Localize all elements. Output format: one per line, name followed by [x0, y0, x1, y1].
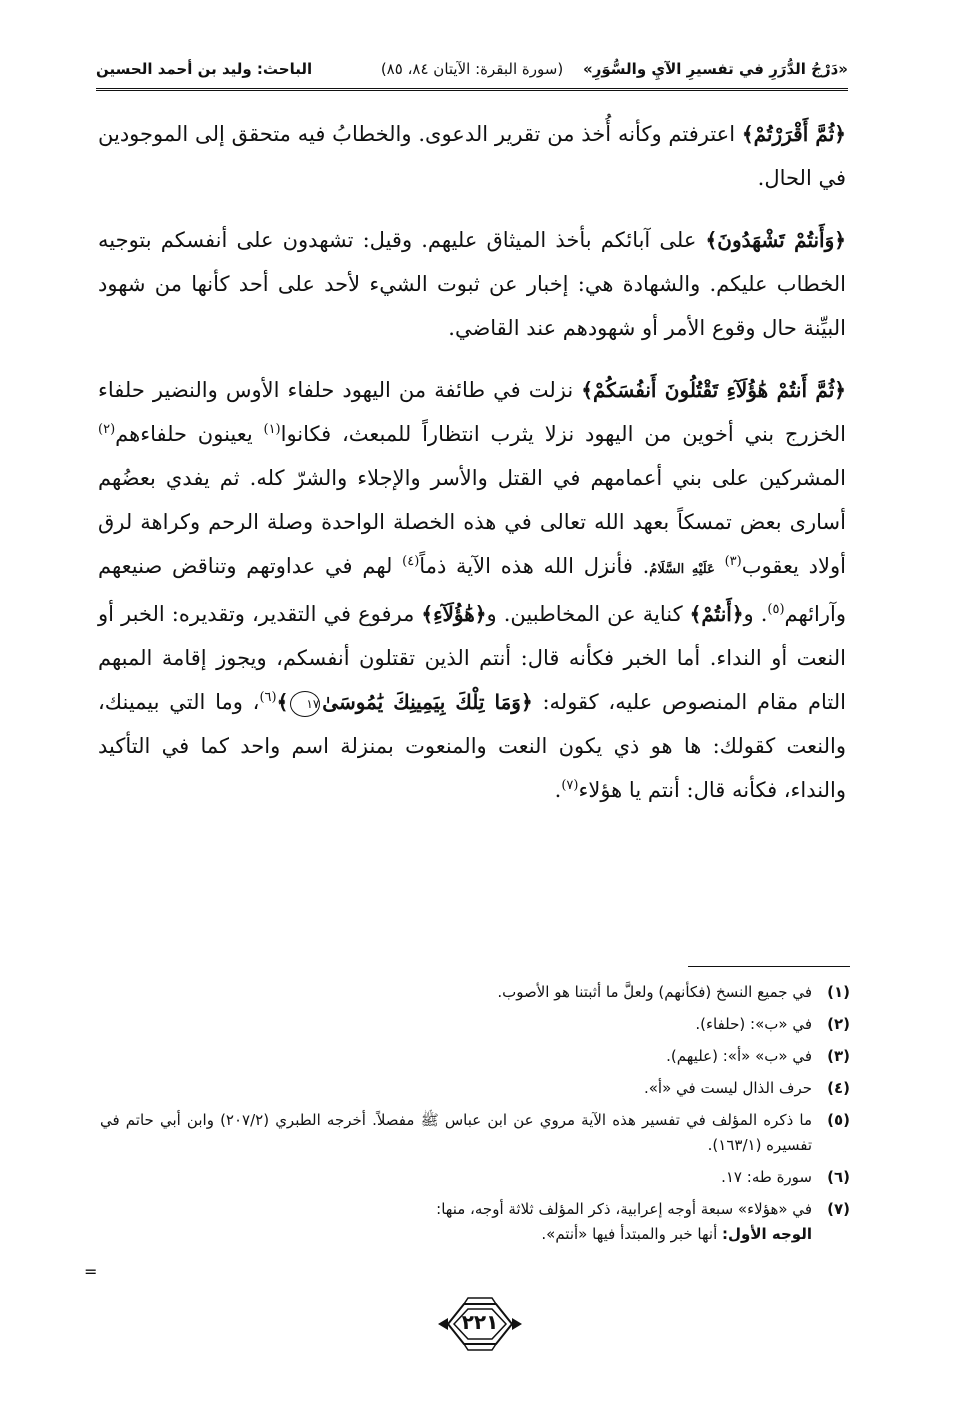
footnote-ref-4[interactable]: (٤): [402, 554, 420, 569]
paragraph-text: على آبائكم بأخذ الميثاق عليهم. وقيل: تشهدون على أنفسكم بتوجيه الخطاب عليكم. والشهادة هي: إخبار عن ثبوت الشيء لأحد على أحد كأنها من شهود البيِّنة حال وقوع الأمر أو شهودهم عند القاضي.: [98, 228, 846, 340]
footnote-ref-7[interactable]: (٧): [561, 778, 579, 793]
paragraph-text: . و: [743, 602, 768, 626]
paragraph-1: [98, 112, 846, 200]
footnote-text: حرف الذال ليست في «أ».: [643, 1079, 812, 1097]
footnote-6: [100, 1165, 850, 1190]
paragraph-text: مرفوع في التقدير، وتقديره: الخبر أو النعت أو النداء. أما الخبر فكأنه قال: أنتم الذين تقتلون أنفسكم، ويجوز إقامة المبهم التام مقام المنصوص عليه، كقوله:: [98, 602, 847, 714]
header-rule: [96, 88, 848, 91]
footnote-number: (٢): [827, 1015, 850, 1033]
paragraph-text: نزلت في طائفة من اليهود حلفاء الأوس والنضير حلفاء الخزرج بني أخوين من اليهود نزلا يثرب انتظاراً للمبعث، فكانوا: [98, 378, 846, 446]
quran-quote: ﴿وَأَنتُمْ تَشْهَدُونَ﴾: [705, 228, 846, 252]
footnote-text-block: [100, 1197, 812, 1247]
quran-quote-end: ﴾: [276, 690, 289, 714]
page-number: ٢٢١: [461, 1310, 499, 1334]
researcher-name: الباحث: وليد بن أحمد الحسين: [96, 60, 313, 78]
footnote-number: (٧): [827, 1200, 850, 1218]
footnote-4: [100, 1076, 850, 1101]
footnote-separator: [688, 966, 850, 967]
paragraph-2: [98, 218, 846, 350]
paragraph-text: . فأنزل الله هذه الآية ذماً: [419, 554, 650, 578]
footnote-ref-5[interactable]: (٥): [767, 602, 785, 617]
quran-quote: ﴿هَٰؤُلَآءِ﴾: [421, 602, 487, 626]
quran-quote: ﴿أَنتُمْ﴾: [689, 602, 744, 626]
paragraph-3: [98, 368, 846, 812]
paragraph-text: كناية عن المخاطبين. و: [486, 602, 690, 626]
paragraph-text: اعترفتم وكأنه أُخذ من تقرير الدعوى. والخطابُ فيه متحقق إلى الموجودين في الحال.: [98, 122, 846, 190]
pbuh-glyph: عَلَيْهِ السَّلَامُ: [649, 562, 715, 577]
footnotes: [100, 980, 850, 1254]
footnote-text: سورة طه: ١٧.: [721, 1168, 812, 1186]
footnote-2: [100, 1012, 850, 1037]
main-text: [98, 112, 846, 830]
section-reference: (سورة البقرة: الآيتان ٨٤، ٨٥): [380, 60, 564, 78]
footnote-text: في «هؤلاء» سبعة أوجه إعرابية، ذكر المؤلف ثلاثة أوجه، منها:: [436, 1200, 812, 1218]
footnote-number: (٥): [827, 1111, 850, 1129]
paragraph-text: لهم في عداوتهم وتناقض صنيعهم وآرائهم: [98, 554, 846, 626]
continuation-mark: =: [84, 1262, 98, 1281]
footnote-text: في «ب»: (حلفاء).: [695, 1015, 812, 1033]
ayah-number-marker: ١٧: [290, 691, 320, 717]
quran-quote: ﴿ثُمَّ أَقْرَرْتُمْ﴾: [741, 122, 846, 146]
paragraph-text: المشركين على بني أعمامهم في القتل والأسر والإجلاء والشرّ كله. ثم يفدي بعضُهم أسارى بعض تمسكاً بعهد الله تعالى في هذه الخصلة الواحدة وصلة الرحم وكراهة لرق أولاد يعقوب: [98, 466, 846, 578]
footnote-ref-2[interactable]: (٢): [98, 422, 116, 437]
footnote-text: في جميع النسخ (فكأنهم) ولعلَّ ما أثبتنا هو الأصوب.: [497, 983, 812, 1001]
paragraph-text: .: [554, 778, 562, 802]
footnote-text: في «ب» «أ»: (عليهم).: [666, 1047, 812, 1065]
footnote-subpoint: [100, 1222, 812, 1247]
footnote-7: [100, 1197, 850, 1247]
footnote-number: (٤): [827, 1079, 850, 1097]
footnote-3: [100, 1044, 850, 1069]
footnote-ref-3[interactable]: (٣): [724, 554, 742, 569]
paragraph-text: ، وما التي بيمينك، والنعت كقولك: ها هو ذي يكون النعت والمنعوت بمنزلة اسم واحد كما في التأكيد والنداء، فكأنه قال: أنتم يا هؤلاء: [98, 690, 846, 802]
footnote-number: (١): [827, 983, 850, 1001]
footnote-number: (٣): [827, 1047, 850, 1065]
book-title: «دَرْجُ الدُّرَرِ في تفسيرِ الآيِ والسُّوَرِ»: [583, 60, 848, 78]
footnote-5: [100, 1108, 850, 1158]
running-header: [96, 52, 848, 92]
quran-quote: ﴿ثُمَّ أَنتُمْ هَٰؤُلَآءِ تَقْتُلُونَ أَنفُسَكُمْ﴾: [581, 378, 846, 402]
footnote-1: [100, 980, 850, 1005]
footnote-ref-6[interactable]: (٦): [259, 690, 277, 705]
subpoint-text: أنها خبر والمبتدأ فيها «أنتم».: [541, 1225, 723, 1243]
footnote-number: (٦): [827, 1168, 850, 1186]
subpoint-label: الوجه الأول:: [722, 1225, 812, 1243]
footnote-text: ما ذكره المؤلف في تفسير هذه الآية مروي عن ابن عباس ﷺ مفصلاً. أخرجه الطبري (٢٠٧/٢) وابن أبي حاتم في تفسيره (١٦٣/١).: [100, 1111, 812, 1154]
paragraph-text: يعينون حلفاءهم: [115, 422, 264, 446]
quran-quote: ﴿وَمَا تِلْكَ بِيَمِينِكَ يَٰمُوسَىٰ: [322, 690, 533, 714]
footnote-ref-1[interactable]: (١): [263, 422, 281, 437]
page-number-ornament: [434, 1296, 526, 1352]
